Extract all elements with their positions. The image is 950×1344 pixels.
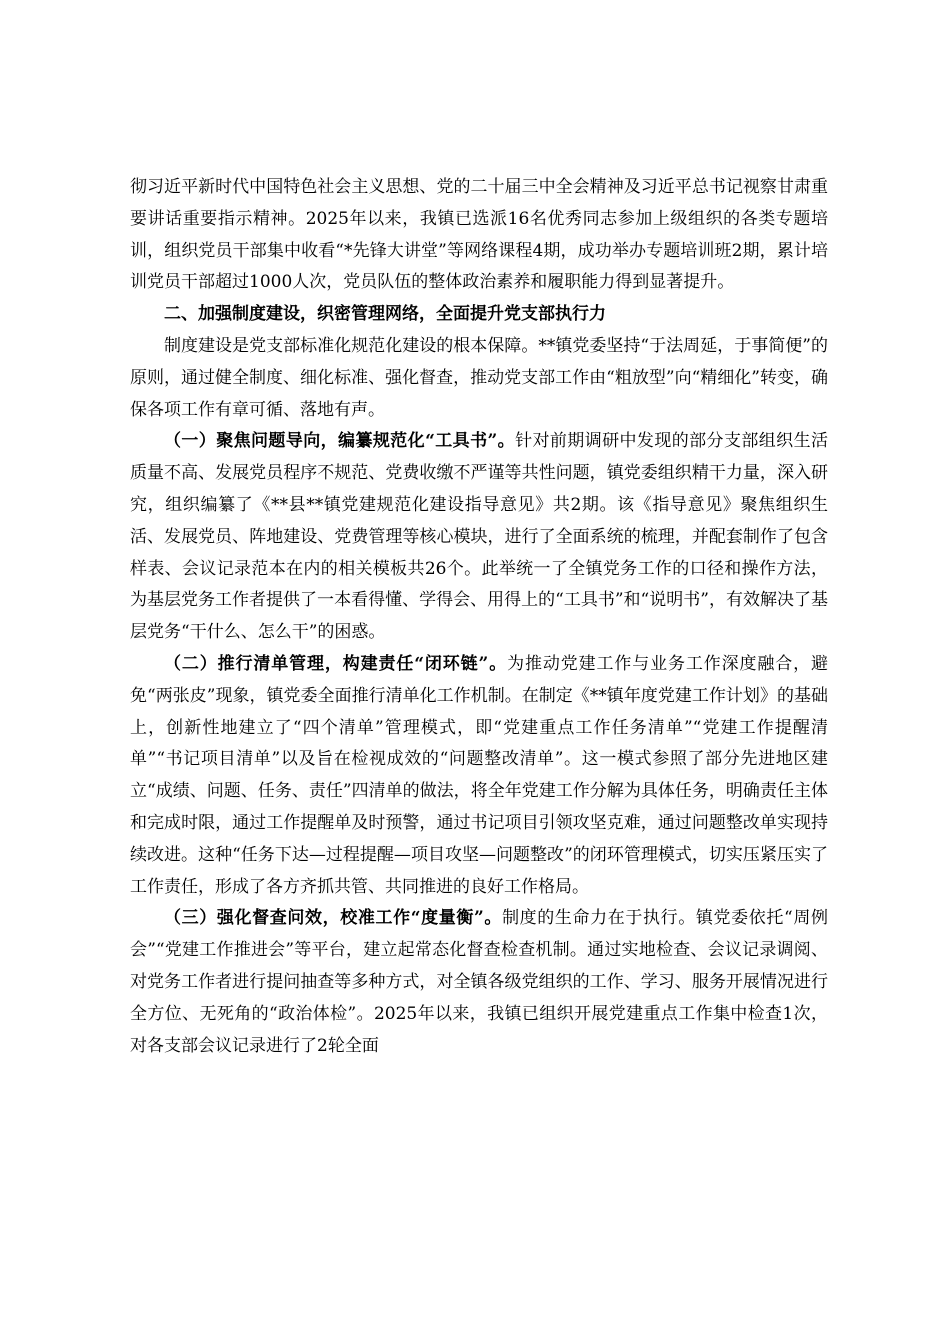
- item-paragraph-1: [130, 426, 828, 649]
- document-page: [130, 172, 828, 1062]
- item-lead-1: （一）聚焦问题导向，编纂规范化“工具书”。: [164, 431, 516, 452]
- section-heading-2: 二、加强制度建设，织密管理网络，全面提升党支部执行力: [164, 304, 606, 325]
- item-body-3: 制度的生命力在于执行。镇党委依托“周例会”“党建工作推进会”等平台，建立起常态化督查检查机制。通过实地检查、会议记录调阅、对党务工作者进行提问抽查等多种方式，对全镇各级党组织的工作、学习、服务开展情况进行全方位、无死角的“政治体检”。2025年以来，我镇已组织开展党建重点工作集中检查1次，对各支部会议记录进行了2轮全面: [130, 908, 828, 1056]
- paragraph-continued: 彻习近平新时代中国特色社会主义思想、党的二十届三中全会精神及习近平总书记视察甘肃重要讲话重要指示精神。2025年以来，我镇已选派16名优秀同志参加上级组织的各类专题培训，组织党员干部集中收看“*先锋大讲堂”等网络课程4期，成功举办专题培训班2期，累计培训党员干部超过1000人次，党员队伍的整体政治素养和履职能力得到显著提升。: [130, 177, 828, 293]
- item-paragraph-3: [130, 903, 828, 1062]
- item-paragraph-2: [130, 649, 828, 903]
- item-lead-2: （二）推行清单管理，构建责任“闭环链”。: [164, 653, 508, 674]
- section-intro-paragraph: 制度建设是党支部标准化规范化建设的根本保障。**镇党委坚持“于法周延，于事简便”的原则，通过健全制度、细化标准、强化督查，推动党支部工作由“粗放型”向“精细化”转变，确保各项工作有章可循、落地有声。: [130, 335, 828, 420]
- item-lead-3: （三）强化督查问效，校准工作“度量衡”。: [164, 908, 503, 929]
- item-body-2: 为推动党建工作与业务工作深度融合，避免“两张皮”现象，镇党委全面推行清单化工作机制。在制定《**镇年度党建工作计划》的基础上，创新性地建立了“四个清单”管理模式，即“党建重点工作任务清单”“党建工作提醒清单”“书记项目清单”以及旨在检视成效的“问题整改清单”。这一模式参照了部分先进地区建立“成绩、问题、任务、责任”四清单的做法，将全年党建工作分解为具体任务，明确责任主体和完成时限，通过工作提醒单及时预警，通过书记项目引领攻坚克难，通过问题整改单实现持续改进。这种“任务下达—过程提醒—项目攻坚—问题整改”的闭环管理模式，切实压紧压实了工作责任，形成了各方齐抓共管、共同推进的良好工作格局。: [130, 653, 828, 897]
- item-body-1: 针对前期调研中发现的部分支部组织生活质量不高、发展党员程序不规范、党费收缴不严谨等共性问题，镇党委组织精干力量，深入研究，组织编纂了《**县**镇党建规范化建设指导意见》共2期。该《指导意见》聚焦组织生活、发展党员、阵地建设、党费管理等核心模块，进行了全面系统的梳理，并配套制作了包含样表、会议记录范本在内的相关模板共26个。此举统一了全镇党务工作的口径和操作方法，为基层党务工作者提供了一本看得懂、学得会、用得上的“工具书”和“说明书”，有效解决了基层党务“干什么、怎么干”的困惑。: [130, 431, 828, 643]
